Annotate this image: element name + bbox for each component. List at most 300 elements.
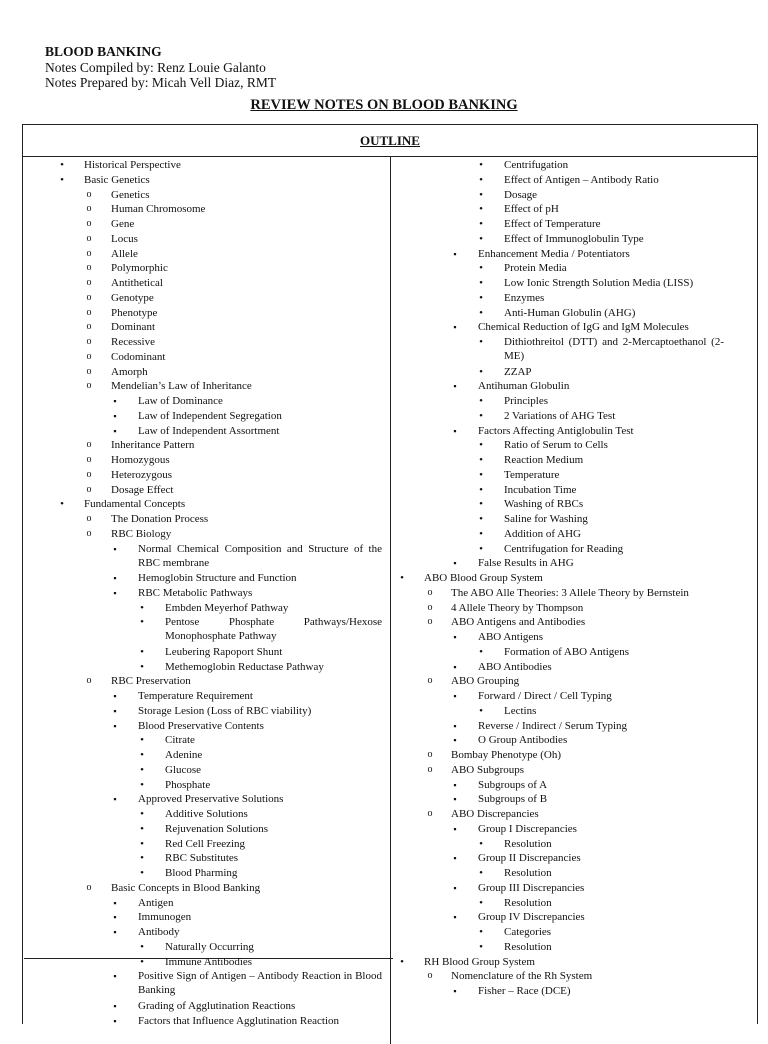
left-item [0, 689, 390, 704]
left-item-text: RBC Biology [111, 527, 172, 540]
left-item [0, 660, 390, 675]
right-item-text: Incubation Time [504, 483, 577, 496]
left-item-text: Antibody [138, 926, 180, 938]
bullet-icon: ▪ [113, 396, 117, 406]
right-item-text: Forward / Direct / Cell Typing [478, 690, 612, 702]
left-item [0, 365, 390, 380]
bullet-icon: ▪ [113, 705, 117, 716]
right-item-text: Dosage [504, 188, 537, 201]
left-item-text: Hemoglobin Structure and Function [138, 572, 297, 584]
bullet-icon: • [479, 896, 483, 909]
left-item-text: Historical Perspective [84, 159, 181, 171]
left-item-text: Approved Preservative Solutions [138, 793, 284, 806]
bullet-icon: o [86, 675, 92, 687]
left-item [0, 497, 390, 512]
bullet-icon: • [479, 940, 483, 953]
left-item-text: Storage Lesion (Loss of RBC viability) [138, 704, 312, 717]
bullet-icon: • [140, 645, 144, 658]
bullet-icon: o [86, 380, 92, 392]
bullet-icon: • [479, 513, 483, 525]
left-item [0, 335, 390, 350]
bullet-icon: ▪ [113, 897, 117, 908]
left-item-text: RBC Substitutes [165, 852, 239, 865]
bullet-icon: • [140, 940, 144, 953]
right-item [390, 837, 768, 852]
right-item-text: Centrifugation for Reading [504, 542, 624, 555]
bullet-icon: o [427, 749, 433, 760]
bullet-icon: • [479, 439, 483, 452]
left-item-text: Rejuvenation Solutions [165, 822, 268, 835]
right-item [390, 733, 768, 748]
left-item [0, 379, 390, 394]
bullet-icon: • [479, 527, 483, 540]
right-item [390, 674, 768, 689]
right-item-text: ABO Blood Group System [424, 572, 543, 584]
left-item [0, 512, 390, 527]
bullet-icon: ▪ [113, 794, 117, 805]
right-item [390, 704, 768, 719]
right-item-text: Resolution [504, 837, 552, 850]
left-item-text: Methemoglobin Reductase Pathway [165, 660, 324, 673]
right-item [390, 261, 768, 276]
bullet-icon: ▪ [453, 882, 457, 893]
right-item [390, 615, 768, 630]
right-item [390, 394, 768, 409]
bullet-icon: o [86, 262, 92, 274]
right-item-text: Categories [504, 926, 552, 938]
right-item [390, 497, 768, 512]
left-item [0, 173, 390, 188]
left-item-text: Genetics [111, 188, 150, 201]
bullet-icon: • [479, 483, 483, 496]
left-item-text: Positive Sign of Antigen – Antibody Reaction in Blood Banking [138, 970, 382, 997]
left-item-text: Recessive [111, 336, 155, 348]
right-item-text: Centrifugation [504, 159, 569, 171]
left-item [0, 955, 390, 970]
left-item [0, 217, 390, 232]
right-item [390, 424, 768, 439]
right-item-text: Washing of RBCs [504, 498, 584, 511]
bullet-icon: o [427, 970, 433, 982]
left-item-text: Immune Antibodies [165, 955, 253, 968]
header-title: BLOOD BANKING [45, 44, 162, 59]
right-item [390, 851, 768, 866]
bullet-icon: • [140, 601, 144, 614]
left-item-text: Leubering Rapoport Shunt [165, 645, 283, 658]
bullet-icon: ▪ [453, 558, 457, 569]
left-item-text: Adenine [165, 749, 203, 761]
bullet-icon: • [60, 159, 64, 171]
bullet-icon: • [60, 173, 64, 186]
bullet-icon: o [86, 218, 92, 229]
left-item [0, 601, 390, 616]
right-item-text: Subgroups of A [478, 778, 548, 791]
bullet-icon: ▪ [453, 912, 457, 923]
bullet-icon: ▪ [453, 381, 457, 392]
right-item [390, 940, 768, 955]
bullet-icon: • [479, 468, 483, 481]
left-item [0, 188, 390, 203]
bullet-icon: o [86, 365, 92, 377]
right-item-text: Bombay Phenotype (Oh) [451, 749, 561, 761]
left-item [0, 394, 390, 409]
bullet-icon: • [479, 867, 483, 879]
right-item [390, 748, 768, 763]
left-item [0, 261, 390, 276]
left-item [0, 291, 390, 306]
bullet-icon: o [86, 336, 92, 347]
left-item-text: Law of Independent Segregation [138, 409, 282, 422]
right-item-text: False Results in AHG [478, 557, 574, 570]
bullet-icon: • [479, 306, 483, 319]
left-item-text: Grading of Agglutination Reactions [138, 999, 296, 1012]
bullet-icon: • [140, 763, 144, 776]
bullet-icon: • [140, 822, 144, 835]
bullet-icon: • [479, 159, 483, 171]
left-item-text: Blood Pharming [165, 867, 238, 879]
right-item [390, 910, 768, 925]
left-item [0, 851, 390, 866]
left-item [0, 999, 390, 1014]
bullet-icon: • [400, 572, 404, 584]
bullet-icon: • [140, 734, 144, 747]
bullet-icon: ▪ [113, 927, 117, 937]
bullet-icon: ▪ [113, 1015, 117, 1026]
right-item-text: Dithiothreitol (DTT) and 2-Mercaptoethanol (2-ME) [504, 336, 724, 362]
left-item-text: Phosphate [165, 778, 211, 791]
right-item-text: Addition of AHG [504, 527, 581, 540]
left-item-text: Normal Chemical Composition and Structure of the RBC membrane [138, 542, 382, 569]
left-item [0, 910, 390, 925]
right-item [390, 660, 768, 675]
bullet-icon: • [140, 867, 144, 879]
right-item-text: Subgroups of B [478, 793, 548, 806]
right-item [390, 719, 768, 734]
bullet-icon: o [86, 483, 92, 495]
left-item-text: Locus [111, 232, 138, 245]
left-item [0, 527, 390, 542]
left-item [0, 424, 390, 439]
left-item [0, 778, 390, 793]
bullet-icon: o [86, 188, 92, 200]
left-item [0, 247, 390, 262]
bullet-icon: • [479, 542, 483, 555]
bullet-icon: o [427, 616, 433, 628]
left-item [0, 733, 390, 748]
left-item-text: Citrate [165, 734, 195, 747]
bullet-icon: • [140, 616, 144, 629]
right-item-text: Resolution [504, 940, 552, 953]
left-item-text: Basic Concepts in Blood Banking [111, 881, 261, 894]
right-item [390, 320, 768, 335]
right-item [390, 807, 768, 822]
left-item [0, 807, 390, 822]
bullet-icon: • [479, 498, 483, 511]
bullet-icon: o [427, 808, 433, 819]
left-item [0, 232, 390, 247]
left-item [0, 837, 390, 852]
left-item [0, 542, 390, 572]
right-item-text: Low Ionic Strength Solution Media (LISS) [504, 277, 694, 289]
right-item-text: Resolution [504, 896, 552, 909]
left-item-text: Amorph [111, 365, 148, 378]
right-item [390, 689, 768, 704]
right-item-text: 2 Variations of AHG Test [504, 409, 616, 422]
bullet-icon: ▪ [453, 735, 457, 746]
left-item-text: Polymorphic [111, 262, 168, 275]
right-item [390, 969, 768, 984]
right-item-text: Antihuman Globulin [478, 380, 570, 393]
bullet-icon: ▪ [453, 853, 457, 864]
right-item-text: Protein Media [504, 262, 567, 275]
bullet-icon: ▪ [453, 322, 457, 333]
left-item-text: Temperature Requirement [138, 690, 253, 702]
left-item [0, 202, 390, 217]
bullet-icon: • [479, 277, 483, 289]
right-item [390, 453, 768, 468]
left-item-text: Basic Genetics [84, 173, 150, 186]
bullet-icon: ▪ [113, 543, 117, 554]
right-item-text: Saline for Washing [504, 513, 588, 525]
left-item-text: Pentose Phosphate Pathways/Hexose Monophosphate Pathway [165, 616, 382, 643]
left-item-text: Human Chromosome [111, 203, 206, 216]
right-item [390, 571, 768, 586]
right-item [390, 630, 768, 645]
right-item-text: ABO Discrepancies [451, 808, 539, 820]
right-item [390, 556, 768, 571]
right-item-text: Group IV Discrepancies [478, 911, 585, 924]
right-item [390, 763, 768, 778]
bullet-icon: • [479, 203, 483, 216]
bullet-icon: ▪ [113, 573, 117, 583]
right-item-text: Effect of Antigen – Antibody Ratio [504, 173, 659, 186]
document-header [45, 44, 276, 91]
right-item-text: Group III Discrepancies [478, 881, 585, 894]
bullet-icon: o [86, 439, 92, 451]
right-item [390, 527, 768, 542]
bullet-icon: ▪ [453, 248, 457, 259]
right-item [390, 306, 768, 321]
left-item [0, 748, 390, 763]
right-item-text: ABO Antigens [478, 631, 544, 643]
bullet-icon: • [479, 365, 483, 378]
left-item [0, 306, 390, 321]
bullet-icon: • [140, 852, 144, 865]
right-item-text: Lectins [504, 704, 537, 717]
bullet-icon: • [140, 778, 144, 791]
right-item-text: Group I Discrepancies [478, 822, 577, 835]
outline-header [23, 125, 757, 157]
bullet-icon: • [140, 749, 144, 761]
right-item-text: Formation of ABO Antigens [504, 645, 629, 658]
bullet-icon: • [479, 395, 483, 407]
right-item-text: Effect of pH [504, 203, 559, 216]
bullet-icon: • [60, 498, 64, 511]
bullet-icon: o [427, 675, 433, 687]
bullet-icon: ▪ [113, 410, 117, 421]
right-item-text: Ratio of Serum to Cells [504, 439, 608, 452]
left-item-text: Law of Independent Assortment [138, 424, 280, 437]
left-item [0, 881, 390, 896]
bullet-icon: • [479, 218, 483, 230]
right-item-text: Effect of Immunoglobulin Type [504, 232, 644, 245]
bullet-icon: • [140, 837, 144, 850]
right-item-text: Reaction Medium [504, 454, 584, 466]
left-item [0, 940, 390, 955]
right-item [390, 173, 768, 188]
bullet-icon: ▪ [453, 632, 457, 642]
bullet-icon: ▪ [113, 971, 117, 982]
left-item [0, 276, 390, 291]
left-item-text: Additive Solutions [165, 808, 248, 820]
right-item-text: RH Blood Group System [424, 955, 535, 968]
right-item [390, 586, 768, 601]
right-item [390, 158, 768, 173]
bullet-icon: ▪ [453, 823, 457, 834]
right-item-text: Group II Discrepancies [478, 852, 581, 865]
right-item [390, 645, 768, 660]
left-item [0, 571, 390, 586]
bullet-icon: • [479, 926, 483, 938]
right-item-text: Factors Affecting Antiglobulin Test [478, 424, 634, 437]
right-item-text: Temperature [504, 468, 560, 481]
left-item [0, 674, 390, 689]
left-item-text: Red Cell Freezing [165, 837, 246, 850]
left-item [0, 763, 390, 778]
right-item [390, 409, 768, 424]
bullet-icon: o [86, 454, 92, 465]
right-item-text: Anti-Human Globulin (AHG) [504, 306, 636, 319]
bullet-icon: ▪ [113, 1000, 117, 1011]
left-item-text: Embden Meyerhof Pathway [165, 601, 289, 614]
right-item-text: Effect of Temperature [504, 218, 601, 230]
right-item [390, 291, 768, 306]
right-item [390, 365, 768, 380]
bullet-icon: ▪ [453, 986, 457, 996]
bullet-icon: ▪ [113, 425, 117, 436]
document-title: REVIEW NOTES ON BLOOD BANKING [250, 97, 518, 113]
outline-title: OUTLINE [360, 133, 420, 148]
bullet-icon: o [86, 232, 92, 244]
left-item-text: Codominant [111, 350, 166, 363]
left-item-text: RBC Preservation [111, 675, 191, 688]
bullet-icon: • [140, 808, 144, 820]
left-item-text: Dosage Effect [111, 483, 174, 496]
bullet-icon: • [479, 454, 483, 466]
left-item-text: Blood Preservative Contents [138, 719, 264, 732]
bullet-icon: ▪ [113, 691, 117, 701]
bullet-icon: ▪ [453, 661, 457, 672]
bullet-icon: ▪ [113, 587, 117, 598]
right-item [390, 822, 768, 837]
left-item-text: Fundamental Concepts [84, 498, 186, 511]
left-item-text: Homozygous [111, 454, 170, 466]
left-item [0, 704, 390, 719]
right-item-text: 4 Allele Theory by Thompson [451, 601, 584, 614]
bullet-icon: o [86, 527, 92, 539]
bullet-icon: ▪ [453, 779, 457, 790]
bullet-icon: ▪ [453, 691, 457, 701]
right-item [390, 379, 768, 394]
right-item-text: O Group Antibodies [478, 734, 568, 747]
right-item [390, 232, 768, 247]
left-item [0, 896, 390, 911]
right-item [390, 984, 768, 999]
left-item [0, 468, 390, 483]
left-item [0, 925, 390, 940]
bullet-icon: • [140, 955, 144, 968]
left-item-text: Antigen [138, 896, 174, 909]
left-item [0, 615, 390, 645]
right-item-text: Fisher – Race (DCE) [478, 985, 571, 997]
bullet-icon: o [86, 350, 92, 362]
bullet-icon: o [86, 247, 92, 259]
bullet-icon: • [400, 955, 404, 968]
left-item-text: Mendelian’s Law of Inheritance [111, 380, 252, 393]
bullet-icon: o [86, 881, 92, 893]
left-item-text: Inheritance Pattern [111, 439, 195, 452]
bullet-icon: • [479, 291, 483, 304]
left-item-text: Gene [111, 218, 135, 230]
bullet-icon: o [86, 277, 92, 288]
bullet-icon: o [86, 321, 92, 333]
right-item-text: Principles [504, 395, 548, 407]
compiled-by: Notes Compiled by: Renz Louie Galanto [45, 59, 266, 75]
bullet-icon: o [86, 203, 92, 215]
bullet-icon: ▪ [453, 794, 457, 805]
bullet-icon: o [427, 601, 433, 613]
right-item [390, 276, 768, 291]
right-item-text: The ABO Alle Theories: 3 Allele Theory by Bernstein [451, 586, 689, 599]
left-item-text: RBC Metabolic Pathways [138, 586, 253, 599]
left-item-text: Allele [111, 247, 138, 260]
right-item [390, 881, 768, 896]
right-item [390, 925, 768, 940]
right-item [390, 778, 768, 793]
right-item [390, 955, 768, 970]
right-item [390, 601, 768, 616]
bullet-icon: ▪ [453, 425, 457, 436]
right-item [390, 896, 768, 911]
bullet-icon: • [479, 837, 483, 850]
bullet-icon: • [479, 232, 483, 245]
left-item [0, 320, 390, 335]
right-item-text: Enhancement Media / Potentiators [478, 247, 630, 260]
left-item [0, 350, 390, 365]
left-item [0, 719, 390, 734]
right-item-text: ABO Subgroups [451, 763, 525, 776]
right-item-text: Nomenclature of the Rh System [451, 970, 593, 983]
left-item [0, 1014, 390, 1029]
bullet-icon: • [479, 704, 483, 717]
left-item-text: Genotype [111, 291, 154, 304]
right-item-text: Resolution [504, 867, 552, 879]
left-item-text: Antithetical [111, 277, 163, 289]
left-item-text: Law of Dominance [138, 395, 223, 407]
left-item [0, 792, 390, 807]
right-item [390, 217, 768, 232]
bullet-icon: ▪ [453, 720, 457, 731]
left-item [0, 409, 390, 424]
left-item-text: Factors that Influence Agglutination Reaction [138, 1014, 340, 1027]
right-item [390, 512, 768, 527]
bullet-icon: • [479, 336, 483, 348]
left-item [0, 453, 390, 468]
left-item [0, 822, 390, 837]
bullet-icon: • [140, 660, 144, 673]
right-item [390, 866, 768, 881]
bullet-icon: • [479, 173, 483, 186]
